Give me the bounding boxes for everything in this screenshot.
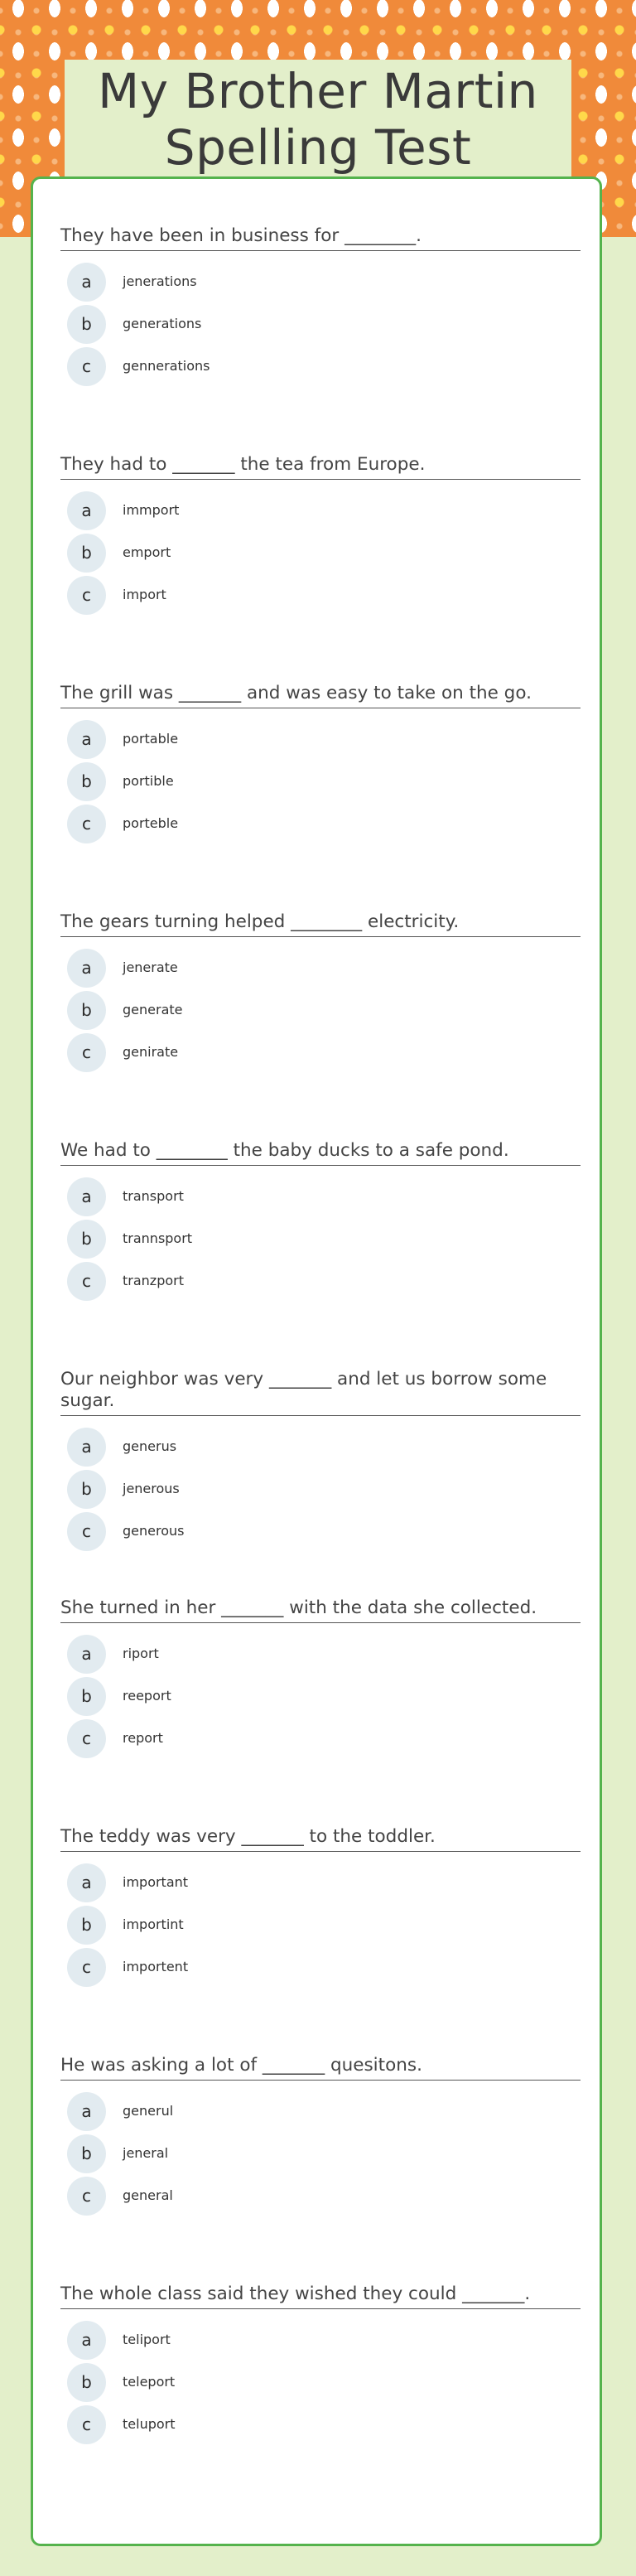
answer-options: [60, 261, 581, 388]
option-text: general: [123, 2187, 173, 2203]
option-text: generul: [123, 2103, 174, 2119]
answer-options: [60, 1176, 581, 1302]
answer-option-b[interactable]: [60, 1675, 581, 1718]
option-text: emport: [123, 544, 171, 560]
question-text: She turned in her _______ with the data she collected.: [60, 1597, 581, 1623]
answer-option-a[interactable]: [60, 1862, 581, 1904]
question-text: He was asking a lot of _______ quesitons.: [60, 2055, 581, 2081]
option-letter-badge-a[interactable]: a: [67, 491, 106, 530]
answer-option-c[interactable]: [60, 2175, 581, 2217]
answer-option-c[interactable]: [60, 346, 581, 388]
question-text: The grill was _______ and was easy to take on the go.: [60, 683, 581, 708]
option-text: gennerations: [123, 358, 210, 374]
option-text: teleport: [123, 2374, 176, 2390]
option-text: generate: [123, 1002, 183, 1017]
question-text: The gears turning helped ________ electricity.: [60, 911, 581, 937]
option-letter-badge-b[interactable]: b: [67, 762, 106, 801]
question-text: Our neighbor was very _______ and let us borrow some sugar.: [60, 1369, 581, 1416]
question-text: They had to _______ the tea from Europe.: [60, 454, 581, 480]
answer-options: [60, 718, 581, 845]
answer-options: [60, 490, 581, 616]
option-letter-badge-b[interactable]: b: [67, 1220, 106, 1259]
option-letter-badge-a[interactable]: a: [67, 1428, 106, 1467]
question-block-5: [60, 1140, 581, 1302]
option-letter-badge-a[interactable]: a: [67, 1177, 106, 1216]
option-letter-badge-a[interactable]: a: [67, 720, 106, 759]
option-text: generus: [123, 1438, 177, 1454]
option-text: genirate: [123, 1044, 179, 1060]
option-text: generations: [123, 316, 202, 331]
answer-option-c[interactable]: [60, 574, 581, 616]
option-text: jenerous: [123, 1481, 180, 1496]
option-letter-badge-b[interactable]: b: [67, 2134, 106, 2173]
option-letter-badge-b[interactable]: b: [67, 1677, 106, 1716]
option-letter-badge-c[interactable]: c: [67, 1262, 106, 1301]
page-title: My Brother Martin Spelling Test: [98, 63, 538, 176]
option-text: portable: [123, 731, 179, 747]
answer-option-a[interactable]: [60, 490, 581, 532]
option-letter-badge-c[interactable]: c: [67, 347, 106, 386]
option-text: teluport: [123, 2416, 176, 2432]
question-text: The teddy was very _______ to the toddler.: [60, 1826, 581, 1852]
question-block-2: [60, 454, 581, 616]
option-letter-badge-a[interactable]: a: [67, 1863, 106, 1902]
answer-option-b[interactable]: [60, 989, 581, 1032]
question-block-4: [60, 911, 581, 1074]
option-text: jenerate: [123, 959, 178, 975]
option-text: trannsport: [123, 1230, 193, 1246]
answer-options: [60, 947, 581, 1074]
answer-options: [60, 2319, 581, 2446]
answer-option-b[interactable]: [60, 532, 581, 574]
option-letter-badge-c[interactable]: c: [67, 1719, 106, 1758]
option-text: importint: [123, 1916, 184, 1932]
option-text: transport: [123, 1188, 184, 1204]
option-letter-badge-a[interactable]: a: [67, 949, 106, 988]
option-text: porteble: [123, 815, 179, 831]
answer-option-c[interactable]: [60, 1260, 581, 1302]
option-letter-badge-c[interactable]: c: [67, 1948, 106, 1987]
option-letter-badge-b[interactable]: b: [67, 305, 106, 344]
answer-option-c[interactable]: [60, 1510, 581, 1553]
question-block-3: [60, 683, 581, 845]
option-letter-badge-c[interactable]: c: [67, 2177, 106, 2216]
answer-option-b[interactable]: [60, 303, 581, 346]
answer-option-a[interactable]: [60, 947, 581, 989]
option-text: teliport: [123, 2332, 171, 2347]
option-letter-badge-c[interactable]: c: [67, 1033, 106, 1072]
answer-option-a[interactable]: [60, 1176, 581, 1218]
question-text: The whole class said they wished they could _______.: [60, 2284, 581, 2309]
answer-option-c[interactable]: [60, 803, 581, 845]
option-text: importent: [123, 1959, 189, 1974]
question-block-7: [60, 1597, 581, 1760]
option-letter-badge-c[interactable]: c: [67, 2405, 106, 2444]
question-block-8: [60, 1826, 581, 1989]
question-block-1: [60, 225, 581, 388]
question-block-9: [60, 2055, 581, 2217]
answer-option-a[interactable]: [60, 1426, 581, 1468]
option-letter-badge-b[interactable]: b: [67, 1906, 106, 1945]
option-letter-badge-a[interactable]: a: [67, 2321, 106, 2360]
test-card: [31, 176, 602, 2546]
answer-option-a[interactable]: [60, 261, 581, 303]
option-text: reeport: [123, 1688, 171, 1704]
option-letter-badge-a[interactable]: a: [67, 2092, 106, 2131]
option-text: immport: [123, 502, 180, 518]
answer-option-c[interactable]: [60, 1946, 581, 1989]
question-block-10: [60, 2284, 581, 2446]
answer-option-c[interactable]: [60, 1032, 581, 1074]
answer-option-b[interactable]: [60, 1904, 581, 1946]
question-text: They have been in business for ________.: [60, 225, 581, 251]
option-text: important: [123, 1874, 189, 1890]
option-letter-badge-c[interactable]: c: [67, 576, 106, 615]
answer-option-b[interactable]: [60, 1218, 581, 1260]
option-text: tranzport: [123, 1273, 184, 1288]
option-letter-badge-c[interactable]: c: [67, 1512, 106, 1551]
answer-option-b[interactable]: [60, 1468, 581, 1510]
option-text: jenerations: [123, 273, 197, 289]
option-text: report: [123, 1730, 163, 1746]
answer-option-b[interactable]: [60, 2133, 581, 2175]
option-letter-badge-b[interactable]: b: [67, 991, 106, 1030]
option-text: import: [123, 587, 166, 602]
answer-option-a[interactable]: [60, 718, 581, 761]
answer-option-c[interactable]: [60, 1718, 581, 1760]
answer-option-a[interactable]: [60, 1633, 581, 1675]
answer-option-b[interactable]: [60, 761, 581, 803]
answer-option-c[interactable]: [60, 2404, 581, 2446]
option-letter-badge-b[interactable]: b: [67, 1470, 106, 1509]
question-text: We had to ________ the baby ducks to a safe pond.: [60, 1140, 581, 1166]
option-text: generous: [123, 1523, 185, 1539]
answer-options: [60, 1426, 581, 1553]
option-letter-badge-b[interactable]: b: [67, 2363, 106, 2402]
option-letter-badge-c[interactable]: c: [67, 805, 106, 843]
option-letter-badge-b[interactable]: b: [67, 534, 106, 573]
answer-option-a[interactable]: [60, 2090, 581, 2133]
question-block-6: [60, 1369, 581, 1553]
answer-options: [60, 2090, 581, 2217]
answer-options: [60, 1633, 581, 1760]
option-text: portible: [123, 773, 174, 789]
answer-option-b[interactable]: [60, 2361, 581, 2404]
option-letter-badge-a[interactable]: a: [67, 1635, 106, 1674]
answer-option-a[interactable]: [60, 2319, 581, 2361]
option-text: riport: [123, 1646, 159, 1661]
answer-options: [60, 1862, 581, 1989]
option-letter-badge-a[interactable]: a: [67, 263, 106, 302]
option-text: jeneral: [123, 2145, 169, 2161]
